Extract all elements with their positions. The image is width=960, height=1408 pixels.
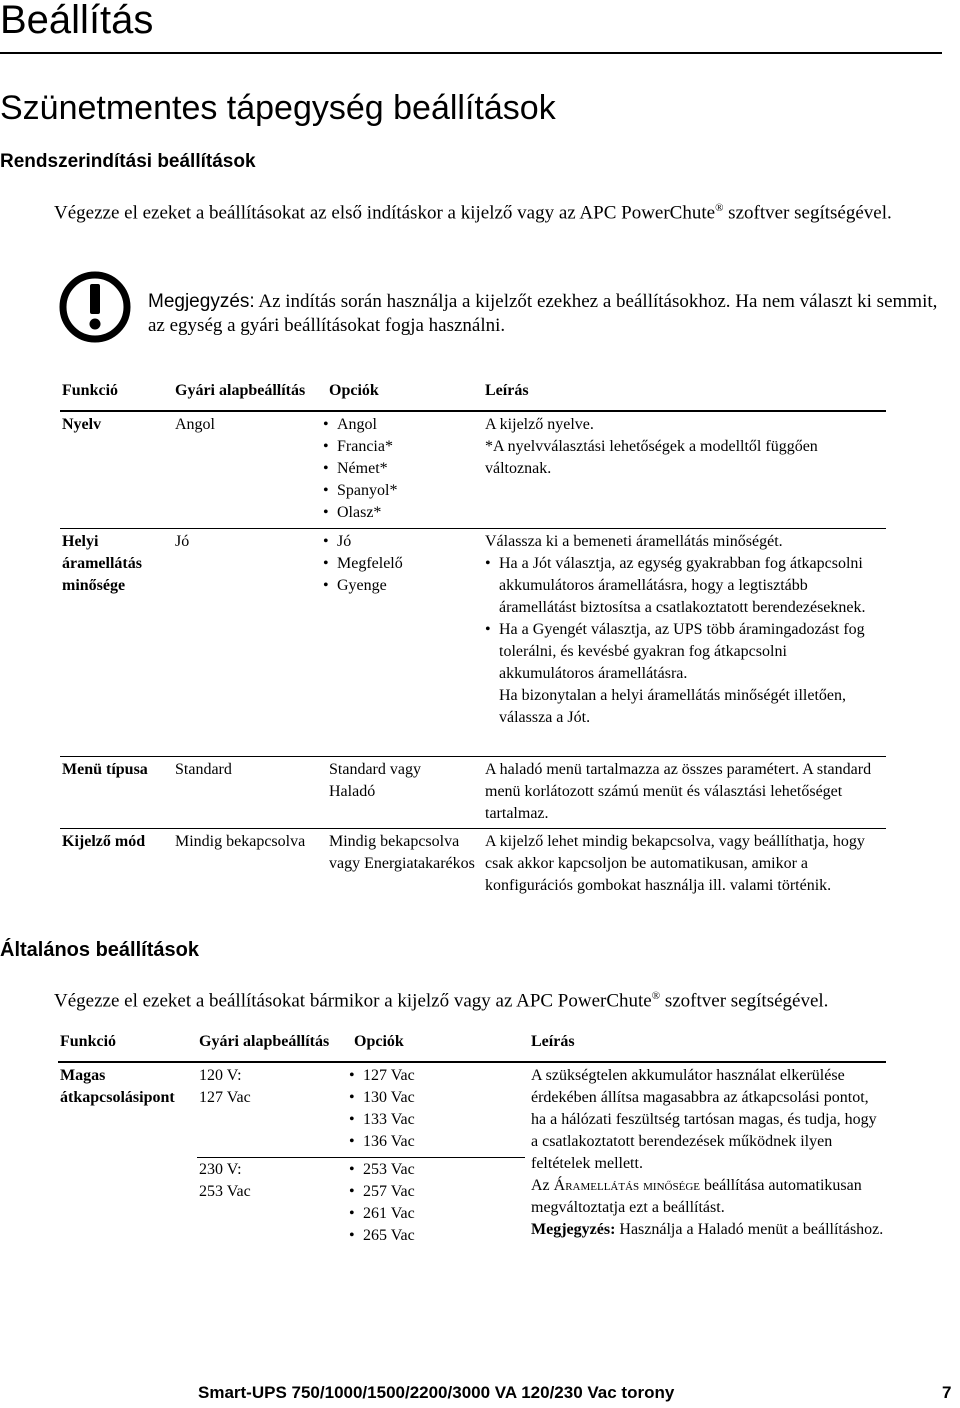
note-text: Az indítás során használja a kijelzőt ezekhez a beállításokhoz. Ha nem választ ki semmit, az egység a gyári beállításokat fogja használni. (148, 291, 938, 336)
list-item: • 261 Vac (349, 1203, 499, 1225)
list-item: • 253 Vac (349, 1159, 499, 1181)
list-item: • Gyenge (323, 575, 473, 597)
row-divider (60, 828, 886, 829)
general-intro-tail: szoftver segítségével. (660, 990, 829, 1012)
list-item: • Olasz* (323, 502, 473, 524)
function-line: Magas (60, 1067, 106, 1084)
description-tail: Ha bizonytalan a helyi áramellátás minőségét illetően, válassza a Jót. (499, 687, 846, 726)
general-intro (54, 985, 954, 1012)
note-label: Megjegyzés: (148, 291, 255, 312)
startup-intro (54, 197, 934, 224)
header-default: Gyári alapbeállítás (175, 382, 306, 399)
description-line: Válassza ki a bemeneti áramellátás minőségét. (485, 533, 783, 550)
note-text: Használja a Haladó menüt a beállításhoz. (615, 1221, 884, 1238)
section-title: Szünetmentes tápegység beállítások (0, 89, 556, 127)
list-item: • 136 Vac (349, 1131, 499, 1153)
description-note: *A nyelvválasztási lehetőségek a modelltől függően változnak. (485, 438, 818, 477)
sub-row-divider (197, 1157, 525, 1158)
header-options: Opciók (329, 382, 379, 399)
row-menu-type-description: A haladó menü tartalmazza az összes paramétert. A standard menü korlátozott számú menüt és választási lehetőséget tartalmaz. (485, 761, 872, 822)
row-language-description (485, 414, 885, 480)
footer-model: Smart-UPS 750/1000/1500/2200/3000 VA 120/230 Vac torony (198, 1383, 675, 1402)
default-120v (199, 1065, 251, 1109)
header-description: Leírás (531, 1033, 575, 1050)
row-language-default: Angol (175, 416, 215, 433)
page-number: 7 (942, 1383, 952, 1402)
row-display-mode-description: A kijelző lehet mindig bekapcsolva, vagy beállíthatja, hogy csak akkor kapcsoljon be automatikusan, amikor a konfigurációs gombokat használja ill. valami történik. (485, 833, 865, 894)
description-post: beállítása automatikusan megváltoztatja ezt a beállítást. (531, 1177, 862, 1216)
function-line: átkapcsolásipont (60, 1089, 175, 1106)
list-item: • Ha a Jót választja, az egység gyakrabban fog átkapcsolni akkumulátoros áramellátásra, hogy a legtisztább áramellátást biztosítsa a csatlakoztatott berendezéseknek. (485, 553, 875, 619)
list-item: • Francia* (323, 436, 473, 458)
page-title: Beállítás (0, 0, 154, 42)
row-power-quality-description (485, 531, 875, 729)
list-item: • Angol (323, 414, 473, 436)
list-item: • 130 Vac (349, 1087, 499, 1109)
row-language-options (323, 414, 473, 524)
default-value: 127 Vac (199, 1089, 251, 1106)
header-rule (58, 1061, 886, 1063)
list-item: • Spanyol* (323, 480, 473, 502)
row-divider (60, 756, 886, 757)
description-line (531, 1175, 886, 1219)
row-high-transfer-function (60, 1065, 175, 1109)
registered-mark: ® (651, 990, 661, 1002)
description-line: A kijelző nyelve. (485, 416, 594, 433)
header-function: Funkció (62, 382, 119, 399)
default-230v (199, 1159, 251, 1203)
startup-intro-tail: szoftver segítségével. (723, 202, 892, 224)
row-menu-type-function: Menü típusa (62, 761, 148, 778)
row-display-mode-options: Mindig bekapcsolva vagy Energiatakarékos (329, 833, 475, 872)
power-quality-term: Áramellátás minősége (553, 1177, 700, 1194)
registered-mark: ® (715, 202, 724, 214)
header-function: Funkció (60, 1033, 117, 1050)
list-item: • Ha a Gyengét választja, az UPS több áramingadozást fog tolerálni, és kevésbé gyakran fog átkapcsolni akkumulátoros áramellátásra. (485, 619, 875, 685)
header-rule (60, 410, 886, 412)
list-item: • Jó (323, 531, 473, 553)
list-item: • 133 Vac (349, 1109, 499, 1131)
row-high-transfer-description (531, 1065, 886, 1241)
description-pre: Az (531, 1177, 554, 1194)
list-item: • Német* (323, 458, 473, 480)
header-default: Gyári alapbeállítás (199, 1033, 330, 1050)
options-230v (349, 1159, 499, 1247)
header-options: Opciók (354, 1033, 404, 1050)
header-description: Leírás (485, 382, 529, 399)
default-label: 120 V: (199, 1067, 242, 1084)
options-120v (349, 1065, 499, 1153)
row-power-quality-function: Helyi áramellátás minősége (62, 533, 142, 594)
startup-note (148, 290, 948, 338)
list-item: • Megfelelő (323, 553, 473, 575)
note-label: Megjegyzés: (531, 1221, 616, 1238)
startup-intro-text: Végezze el ezeket a beállításokat az első indításkor a kijelző vagy az APC PowerChute (54, 202, 716, 224)
row-language-function: Nyelv (62, 416, 102, 433)
startup-heading: Rendszerindítási beállítások (0, 151, 256, 172)
row-display-mode-function: Kijelző mód (62, 833, 146, 850)
general-intro-text: Végezze el ezeket a beállításokat bármikor a kijelző vagy az APC PowerChute (54, 990, 652, 1012)
row-menu-type-default: Standard (175, 761, 232, 778)
default-label: 230 V: (199, 1161, 242, 1178)
row-display-mode-default: Mindig bekapcsolva (175, 833, 306, 850)
warning-icon (58, 270, 132, 344)
description-note (531, 1219, 886, 1241)
description-bullets (485, 553, 875, 685)
row-menu-type-options: Standard vagy Haladó (329, 761, 421, 800)
row-divider (60, 528, 886, 529)
list-item: • 265 Vac (349, 1225, 499, 1247)
row-power-quality-options (323, 531, 473, 597)
title-divider (0, 52, 942, 54)
list-item: • 127 Vac (349, 1065, 499, 1087)
general-heading: Általános beállítások (0, 939, 199, 961)
list-item: • 257 Vac (349, 1181, 499, 1203)
default-value: 253 Vac (199, 1183, 251, 1200)
row-power-quality-default: Jó (175, 533, 190, 550)
description-line: A szükségtelen akkumulátor használat elkerülése érdekében állítsa magasabbra az átkapcsolási pontot, ha a hálózati feszültség tartósan magas, és tudja, hogy a csatlakoztatott berendezések működnek ilyen feltételek mellett. (531, 1067, 877, 1172)
